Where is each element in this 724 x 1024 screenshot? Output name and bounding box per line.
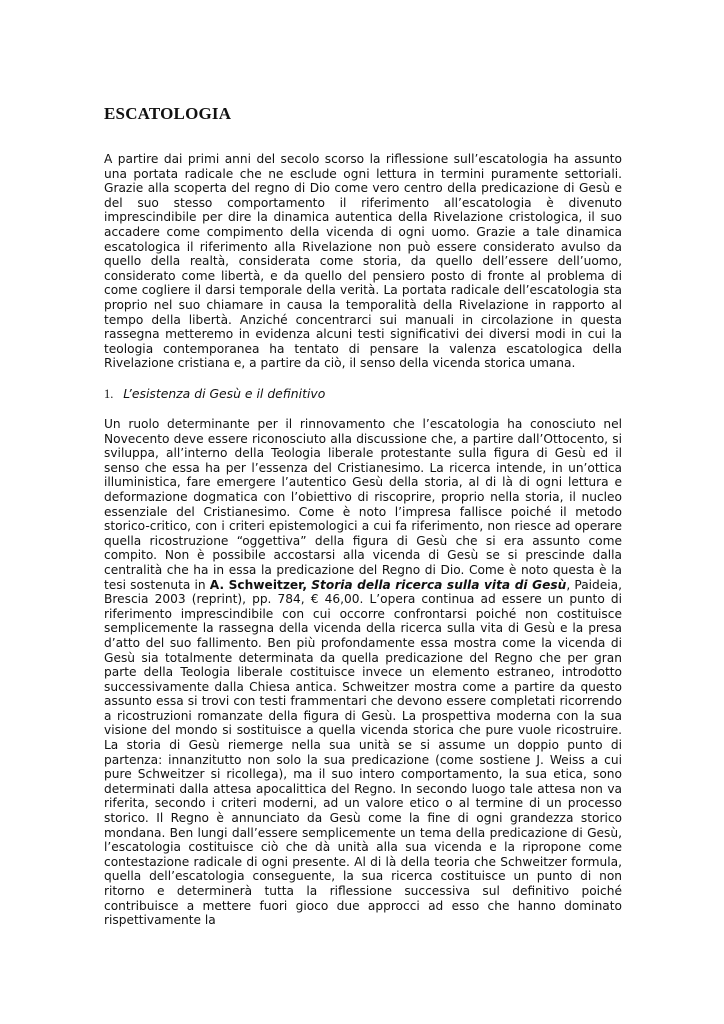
section-number: 1. — [104, 387, 114, 401]
body-text-start: Un ruolo determinante per il rinnovamento che l’escatologia ha conosciuto nel Novecento deve essere riconosciuto alla discussione che, a partire dall’Ottocento, si sviluppa, all’interno della Teologia liberale protestante sulla figura di Gesù ed il senso che essa ha per l’essenza del Cristianesimo. La ricerca intende, in un’ottica illuministica, fare emergere l’autentico Gesù della storia, al di là di ogni lettura e deformazione dogmatica con l’obiettivo di riscoprire, proprio nella storia, il nucleo essenziale del Cristianesimo. Come è noto l’impresa fallisce poiché il metodo storico-critico, con i criteri epistemologici a cui fa riferimento, non riesce ad operare quella ricostruzione “oggettiva” della figura di Gesù che si era assunto come compito. Non è possibile accostarsi alla vicenda di Gesù se si prescinde dalla centralità che ha in essa la predicazione del Regno di Dio. Come è noto questa è la tesi sostenuta in — [104, 417, 622, 592]
cited-book-title: Storia della ricerca sulla vita di Gesù — [311, 577, 567, 592]
cited-author: A. Schweitzer, — [209, 577, 308, 592]
section-heading — [104, 386, 325, 402]
intro-paragraph: A partire dai primi anni del secolo scorso la riflessione sull’escatologia ha assunto una portata radicale che ne esclude ogni lettura in termini puramente settoriali. Grazie alla scoperta del regno di Dio come vero centro della predicazione di Gesù e del suo stesso comportamento il riferimento all’escatologia è divenuto imprescindibile per dire la dinamica autentica della Rivelazione cristologica, il suo accadere come compimento della vicenda di ogni uomo. Grazie a tale dinamica escatologica il riferimento alla Rivelazione non può essere considerato avulso da quello della realtà, considerata come storia, da quello dell’essere dell’uomo, considerato come libertà, e da quello del pensiero posto di fronte al problema di come cogliere il darsi temporale della verità. La portata radicale dell’escatologia sta proprio nel suo chiamare in causa la temporalità della Rivelazione in rapporto al tempo della libertà. Anziché concentrarci sui manuali in circolazione in questa rassegna metteremo in evidenza alcuni testi significativi dei diversi modi in cui la teologia contemporanea ha tentato di pensare la valenza escatologica della Rivelazione cristiana e, a partire da ciò, il senso della vicenda storica umana. — [104, 152, 622, 371]
section-title: L’esistenza di Gesù e il definitivo — [123, 386, 326, 401]
body-text-end: , Paideia, Brescia 2003 (reprint), pp. 784, € 46,00. L’opera continua ad essere un punto di riferimento imprescindibile con cui occorre confrontarsi poiché non costituisce semplicemente la rassegna della vicenda della ricerca sulla vita di Gesù e la presa d’atto del suo fallimento. Ben più profondamente essa mostra come la vicenda di Gesù sia totalmente determinata da quella predicazione del Regno che per gran parte della Teologia liberale costituisce invece un elemento estraneo, introdotto successivamente dalla Chiesa antica. Schweitzer mostra come a partire da questo assunto essa si trovi con testi frammentari che devono essere completati ricorrendo a ricostruzioni romanzate della figura di Gesù. La prospettiva moderna con la sua visione del mondo si sostituisce a quella vicenda storica che pure vuole ricostruire. La storia di Gesù riemerge nella sua unità se si assume un doppio punto di partenza: innanzitutto non solo la sua predicazione (come sostiene J. Weiss a cui pure Schweitzer si ricollega), ma il suo intero comportamento, la sua etica, sono determinati dalla attesa apocalittica del Regno. In secondo luogo tale attesa non va riferita, secondo i criteri moderni, ad un valore etico o al termine di un processo storico. Il Regno è annunciato da Gesù come la fine di ogni grandezza storico mondana. Ben lungi dall’essere semplicemente un tema della predicazione di Gesù, l’escatologia costituisce ciò che dà unità alla sua vicenda e la ripropone come contestazione radicale di ogni presente. Al di là della teoria che Schweitzer formula, quella dell’escatologia conseguente, la sua ricerca costituisce un punto di non ritorno e determinerà tutta la riflessione successiva sul definitivo poiché contribuisce a mettere fuori gioco due approcci ad esso che hanno dominato rispettivamente la — [104, 577, 623, 928]
document-title: ESCATOLOGIA — [104, 104, 232, 123]
body-paragraph — [104, 417, 622, 928]
